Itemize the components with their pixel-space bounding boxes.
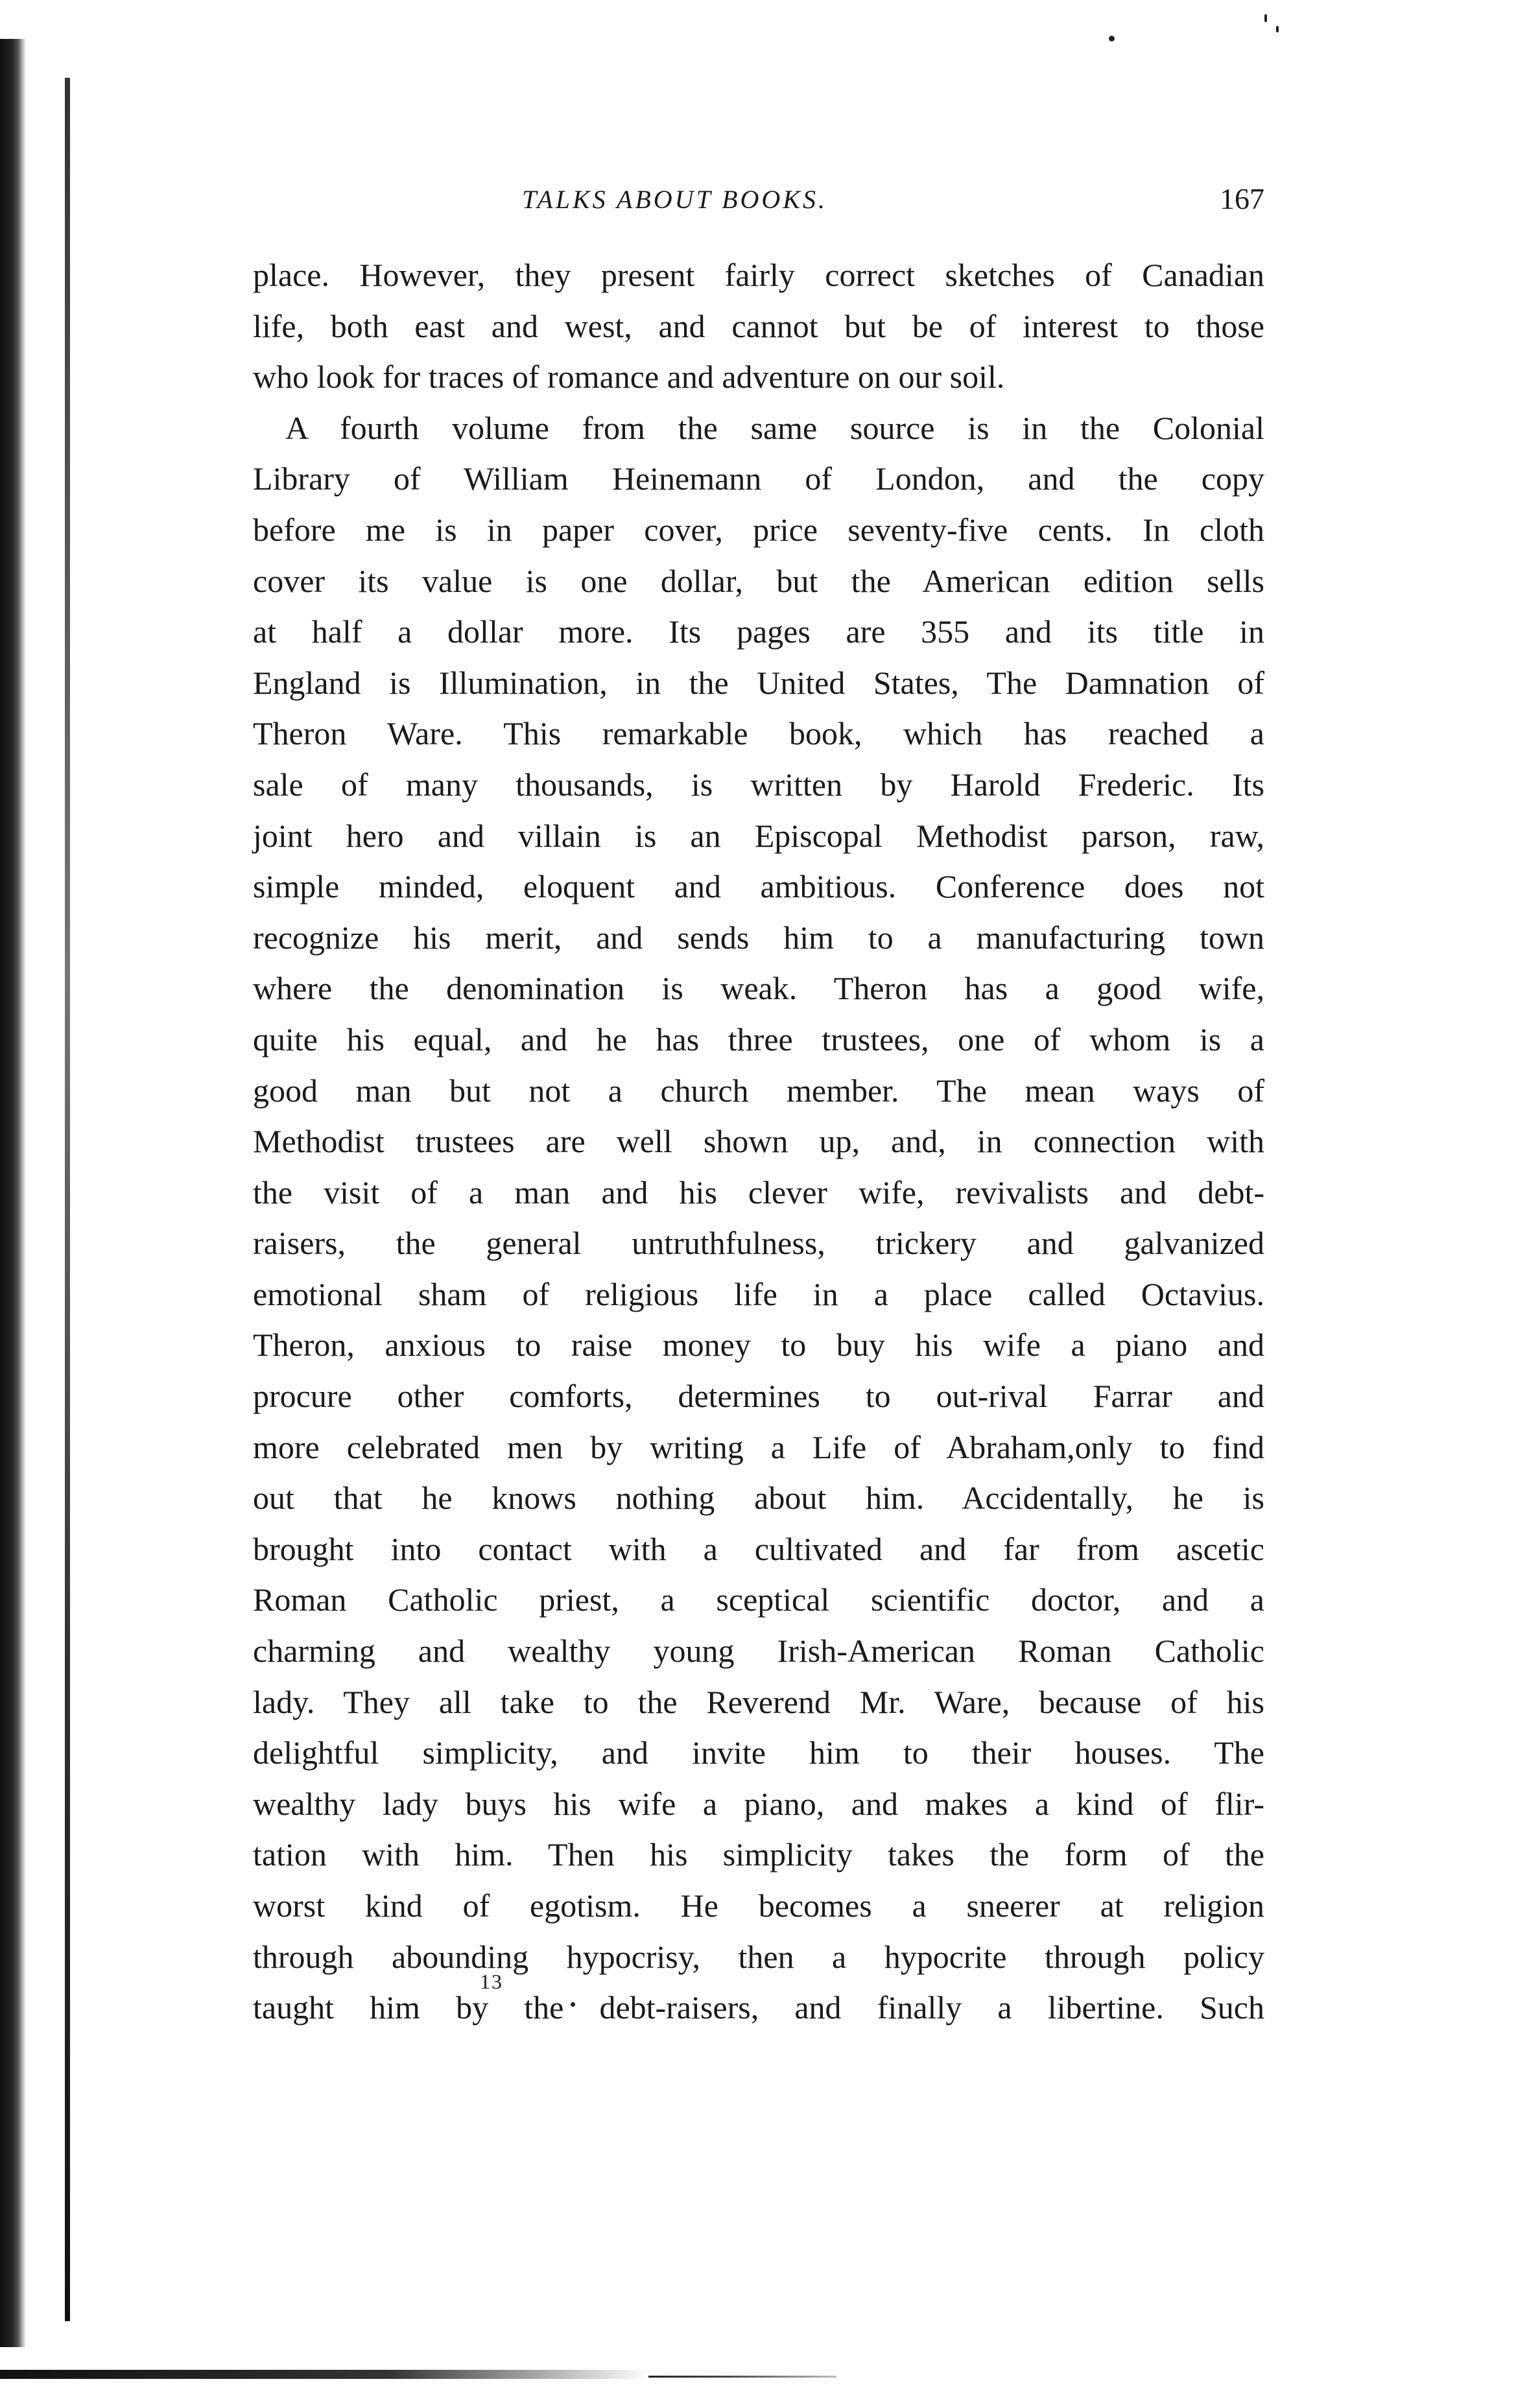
text-line: out that he knows nothing about him. Accidentally, he is [253,1480,1264,1517]
text-line: Methodist trustees are well shown up, and, in connection with [253,1123,1264,1160]
text-line: life, both east and west, and cannot but be of interest to those [253,307,1264,344]
ink-speck [1264,14,1267,22]
text-line: procure other comforts, determines to out-rival Farrar and [253,1378,1264,1415]
text-line: simple minded, eloquent and ambitious. Conference does not [253,868,1264,905]
running-title: TALKS ABOUT BOOKS. [522,185,827,214]
text-line: A fourth volume from the same source is in the Colonial [285,409,1264,446]
text-line: wealthy lady buys his wife a piano, and makes a kind of flir- [253,1785,1264,1822]
text-line: who look for traces of romance and adventure on our soil. [253,359,1005,396]
text-line: quite his equal, and he has three trustees, one of whom is a [253,1021,1264,1058]
text-line: sale of many thousands, is written by Harold Frederic. Its [253,766,1264,803]
text-line: brought into contact with a cultivated and far from ascetic [253,1530,1264,1567]
text-line: joint hero and villain is an Episcopal Methodist parson, raw, [253,817,1264,854]
bottom-edge-shadow [0,2370,648,2379]
text-line: before me is in paper cover, price seventy-five cents. In cloth [253,511,1264,548]
text-line: through abounding hypocrisy, then a hypocrite through policy [253,1938,1264,1975]
text-line: emotional sham of religious life in a place called Octavius. [253,1275,1264,1312]
text-line: tation with him. Then his simplicity takes the form of the [253,1836,1264,1873]
text-line: Library of William Heinemann of London, and the copy [253,460,1264,497]
binding-shadow [0,39,26,2347]
ink-speck [1109,36,1115,41]
ink-speck [1276,26,1279,32]
text-line: cover its value is one dollar, but the American edition sells [253,562,1264,599]
text-line: Theron Ware. This remarkable book, which has reached a [253,715,1264,752]
text-line: more celebrated men by writing a Life of Abraham,only to find [253,1428,1264,1465]
running-head [253,175,1264,227]
text-line: delightful simplicity, and invite him to their houses. The [253,1734,1264,1771]
text-line: the visit of a man and his clever wife, revivalists and debt- [253,1174,1264,1211]
text-line: Roman Catholic priest, a sceptical scientific doctor, and a [253,1581,1264,1618]
text-line: at half a dollar more. Its pages are 355 and its title in [253,613,1264,650]
text-line: lady. They all take to the Reverend Mr. Ware, because of his [253,1683,1264,1720]
bottom-edge-rule [648,2376,836,2378]
binding-edge [65,78,70,2321]
page-number: 167 [1220,182,1264,215]
text-line: recognize his merit, and sends him to a manufacturing town [253,919,1264,956]
text-line: charming and wealthy young Irish-American Roman Catholic [253,1633,1264,1670]
text-line: worst kind of egotism. He becomes a sneerer at religion [253,1887,1264,1924]
text-line: Theron, anxious to raise money to buy his wife a piano and [253,1327,1264,1364]
body-text [253,250,1264,2033]
text-line: where the denomination is weak. Theron has a good wife, [253,970,1264,1007]
text-line: England is Illumination, in the United States, The Damnation of [253,664,1264,701]
text-line: good man but not a church member. The mean ways of [253,1072,1264,1109]
text-line: taught him by the debt-raisers, and finally a libertine. Such [253,1989,1264,2026]
text-line: place. However, they present fairly correct sketches of Canadian [253,257,1264,293]
signature-mark: 13 [480,1970,503,1993]
text-line: raisers, the general untruthfulness, trickery and galvanized [253,1225,1264,1262]
